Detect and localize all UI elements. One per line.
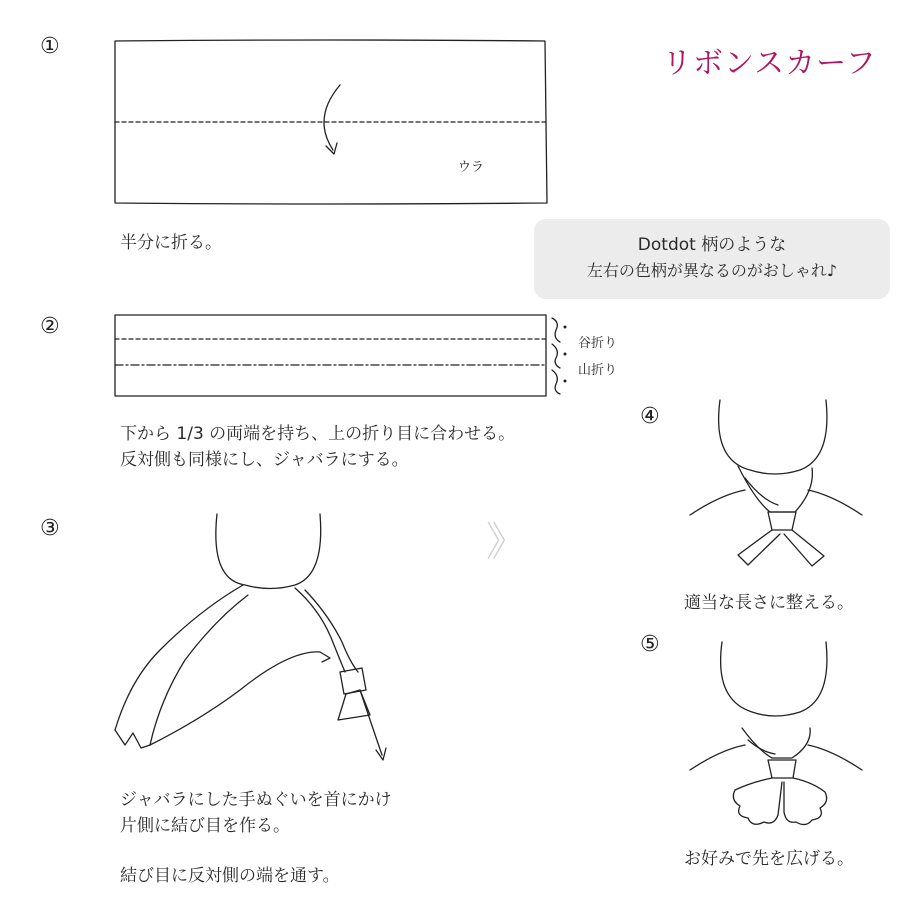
- step-4-number: ④: [640, 404, 660, 429]
- step-2-caption-line-1: 下から 1/3 の両端を持ち、上の折り目に合わせる。: [120, 424, 516, 444]
- step-5-caption: お好みで先を広げる。: [684, 849, 854, 869]
- next-arrow-icon: 》: [486, 519, 526, 565]
- step-3-caption-line-1: ジャバラにした手ぬぐいを首にかけ: [120, 790, 392, 810]
- tip-line-1: Dotdot 柄のような: [637, 235, 787, 255]
- step-1-caption: 半分に折る。: [120, 233, 222, 253]
- step-3-number: ③: [40, 516, 60, 541]
- step-3-caption-line-2: 片側に結び目を作る。: [120, 816, 290, 836]
- step-3-caption-line-3: 結び目に反対側の端を通す。: [120, 866, 340, 886]
- tip-line-2: 左右の色柄が異なるのがおしゃれ♪: [586, 261, 838, 280]
- step-5-number: ⑤: [640, 632, 660, 657]
- step-2-number: ②: [40, 314, 60, 339]
- step-1-back-label: ウラ: [458, 160, 485, 175]
- step-1-number: ①: [40, 34, 60, 59]
- step-2-caption-line-2: 反対側も同様にし、ジャバラにする。: [120, 450, 409, 470]
- mountain-fold-label: 山折り: [578, 363, 618, 378]
- page-title: リボンスカーフ: [662, 46, 877, 81]
- valley-fold-label: 谷折り: [578, 336, 618, 351]
- step-4-caption: 適当な長さに整える。: [684, 593, 854, 613]
